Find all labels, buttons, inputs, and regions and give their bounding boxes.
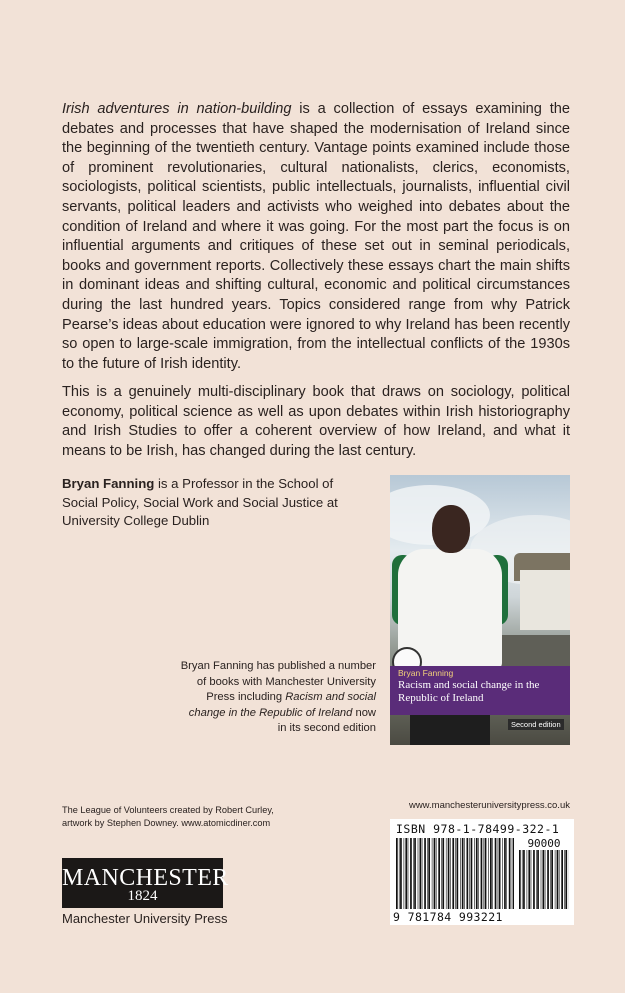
barcode-bar bbox=[446, 838, 447, 909]
barcode-bar bbox=[476, 838, 478, 909]
barcode-bar bbox=[404, 838, 405, 909]
barcode-bar bbox=[531, 850, 532, 909]
barcode-bar bbox=[545, 850, 546, 909]
barcode-bar bbox=[474, 838, 475, 909]
barcode-bar bbox=[484, 838, 485, 909]
blurb-paragraph-1-text: is a collection of essays examining the debates and processes that have shaped the modernisation of Ireland since the beginning of the twentieth century. Vantage points examined include those of prominent revolutionaries, cultural nationalists, clerics, economists, sociologists, political scientists, public intellectuals, journalists, influential civil servants, political leaders and activists who weighed into debates about the condition of Ireland and where it was going. For the most part the focus is on influential arguments and critiques of these set out in seminal periodicals, books and government reports. Collectively these essays chart the main shifts in dominant ideas and shifting cultural, economic and political circumstances during the last hundred years. Topics considered range from why Patrick Pearse’s ideas about education were ignored to why Ireland has been recently so open to large-scale immigration, from the intellectual conflicts of the 1930s to the future of Irish identity. bbox=[62, 101, 571, 372]
barcode-bar bbox=[452, 838, 454, 909]
cover-title: Racism and social change in the Republic of Ireland bbox=[398, 679, 540, 704]
barcode-bar bbox=[467, 838, 469, 909]
barcode-bar bbox=[469, 838, 470, 909]
player-head bbox=[432, 505, 470, 553]
barcode-bar bbox=[448, 838, 450, 909]
barcode-bar bbox=[513, 838, 514, 909]
barcode-bar bbox=[464, 838, 465, 909]
barcode-bar bbox=[492, 838, 493, 909]
inset-caption bbox=[180, 659, 376, 737]
barcode-bar bbox=[555, 850, 556, 909]
cover-edition: Second edition bbox=[508, 719, 564, 730]
caption-text-end: now in its second edition bbox=[277, 706, 376, 734]
barcode-bar bbox=[502, 838, 503, 909]
barcode-bar bbox=[410, 838, 412, 909]
barcode-bar bbox=[460, 838, 461, 909]
blurb-paragraph-1 bbox=[62, 100, 570, 374]
barcode-bar bbox=[455, 838, 456, 909]
barcode-bar bbox=[512, 838, 513, 909]
cover-credit bbox=[62, 804, 322, 830]
barcode-bar bbox=[414, 838, 416, 909]
barcode-bar bbox=[432, 838, 433, 909]
barcode-bar bbox=[550, 850, 551, 909]
barcode-bar bbox=[424, 838, 426, 909]
barcode-bar bbox=[541, 850, 542, 909]
barcode-bar bbox=[498, 838, 499, 909]
barcode-bar bbox=[522, 850, 523, 909]
logo-word: MANCHESTER bbox=[62, 865, 229, 891]
cover-title-band bbox=[390, 666, 570, 715]
barcode-bar bbox=[561, 850, 563, 909]
barcode-box bbox=[390, 819, 574, 925]
barcode-bar bbox=[442, 838, 444, 909]
barcode-bar bbox=[537, 850, 539, 909]
barcode-bar bbox=[396, 838, 398, 909]
barcode-bar bbox=[543, 850, 545, 909]
barcode-addon-bars bbox=[519, 850, 569, 909]
barcode-bar bbox=[557, 850, 559, 909]
barcode-bar bbox=[413, 838, 414, 909]
barcode-bar bbox=[420, 838, 422, 909]
barcode-bar bbox=[488, 838, 489, 909]
caption-italic-title: Racism and social change in the Republic of Ireland bbox=[188, 691, 376, 719]
barcode-bar bbox=[400, 838, 402, 909]
barcode-bar bbox=[427, 838, 428, 909]
author-bio-text: is a Professor in the School of Social Policy, Social Work and Social Justice at University College Dublin bbox=[62, 476, 338, 528]
barcode-bar bbox=[564, 850, 565, 909]
barcode-bar bbox=[481, 838, 483, 909]
barcode-bar bbox=[418, 838, 419, 909]
barcode-bar bbox=[405, 838, 407, 909]
barcode-bar bbox=[438, 838, 440, 909]
publisher-website: www.manchesteruniversitypress.co.uk bbox=[408, 800, 570, 811]
barcode-bar bbox=[422, 838, 423, 909]
barcode-bar bbox=[504, 838, 506, 909]
credit-line-2: artwork by Stephen Downey. www.atomicdiner.com bbox=[62, 818, 271, 828]
isbn-label: ISBN 978-1-78499-322-1 bbox=[396, 822, 560, 836]
barcode-bar bbox=[565, 850, 567, 909]
price-code: 90000 bbox=[527, 837, 561, 850]
isbn-digits: 9 781784 993221 bbox=[393, 910, 503, 924]
author-bio bbox=[62, 475, 362, 531]
logo-year: 1824 bbox=[127, 888, 158, 904]
barcode-bar bbox=[551, 850, 553, 909]
blurb-paragraph-2: This is a genuinely multi-disciplinary book that draws on sociology, political economy, political science as well as upon debates within Irish historiography and Irish Studies to offer a coherent overview of how Ireland, and what it means to be Irish, has changed during the last century. bbox=[62, 384, 570, 459]
barcode-bar bbox=[506, 838, 507, 909]
barcode-bar bbox=[523, 850, 525, 909]
barcode-bar bbox=[495, 838, 497, 909]
barcode-bar bbox=[490, 838, 492, 909]
publisher-name: Manchester University Press bbox=[62, 911, 228, 926]
barcode-bar bbox=[519, 850, 521, 909]
barcode-bar bbox=[434, 838, 436, 909]
barcode-main-bars bbox=[396, 838, 514, 909]
barcode-bar bbox=[485, 838, 487, 909]
barcode-bar bbox=[462, 838, 464, 909]
barcode-bar bbox=[527, 850, 528, 909]
cottage-wall bbox=[520, 570, 570, 630]
barcode-bar bbox=[436, 838, 437, 909]
credit-line-1: The League of Volunteers created by Robert Curley, bbox=[62, 805, 274, 815]
barcode-bar bbox=[441, 838, 442, 909]
barcode-bar bbox=[559, 850, 560, 909]
barcode-bar bbox=[428, 838, 430, 909]
barcode-bar bbox=[399, 838, 400, 909]
barcode-bar bbox=[499, 838, 501, 909]
barcode-bar bbox=[547, 850, 549, 909]
author-name: Bryan Fanning bbox=[62, 476, 155, 491]
barcode-bar bbox=[478, 838, 479, 909]
caption-text-start: Bryan Fanning has published a number of books with Manchester University Press including bbox=[180, 660, 376, 703]
inset-book-cover bbox=[390, 475, 570, 745]
cover-author: Bryan Fanning bbox=[398, 668, 454, 678]
publisher-logo bbox=[62, 858, 229, 908]
barcode-bar bbox=[450, 838, 451, 909]
barcode-bar bbox=[471, 838, 473, 909]
barcode-bar bbox=[536, 850, 537, 909]
barcode-bar bbox=[457, 838, 459, 909]
barcode-bar bbox=[528, 850, 530, 909]
book-title-italic: Irish adventures in nation-building bbox=[62, 101, 292, 117]
barcode-bar bbox=[509, 838, 511, 909]
barcode-bar bbox=[408, 838, 409, 909]
barcode-bar bbox=[533, 850, 535, 909]
